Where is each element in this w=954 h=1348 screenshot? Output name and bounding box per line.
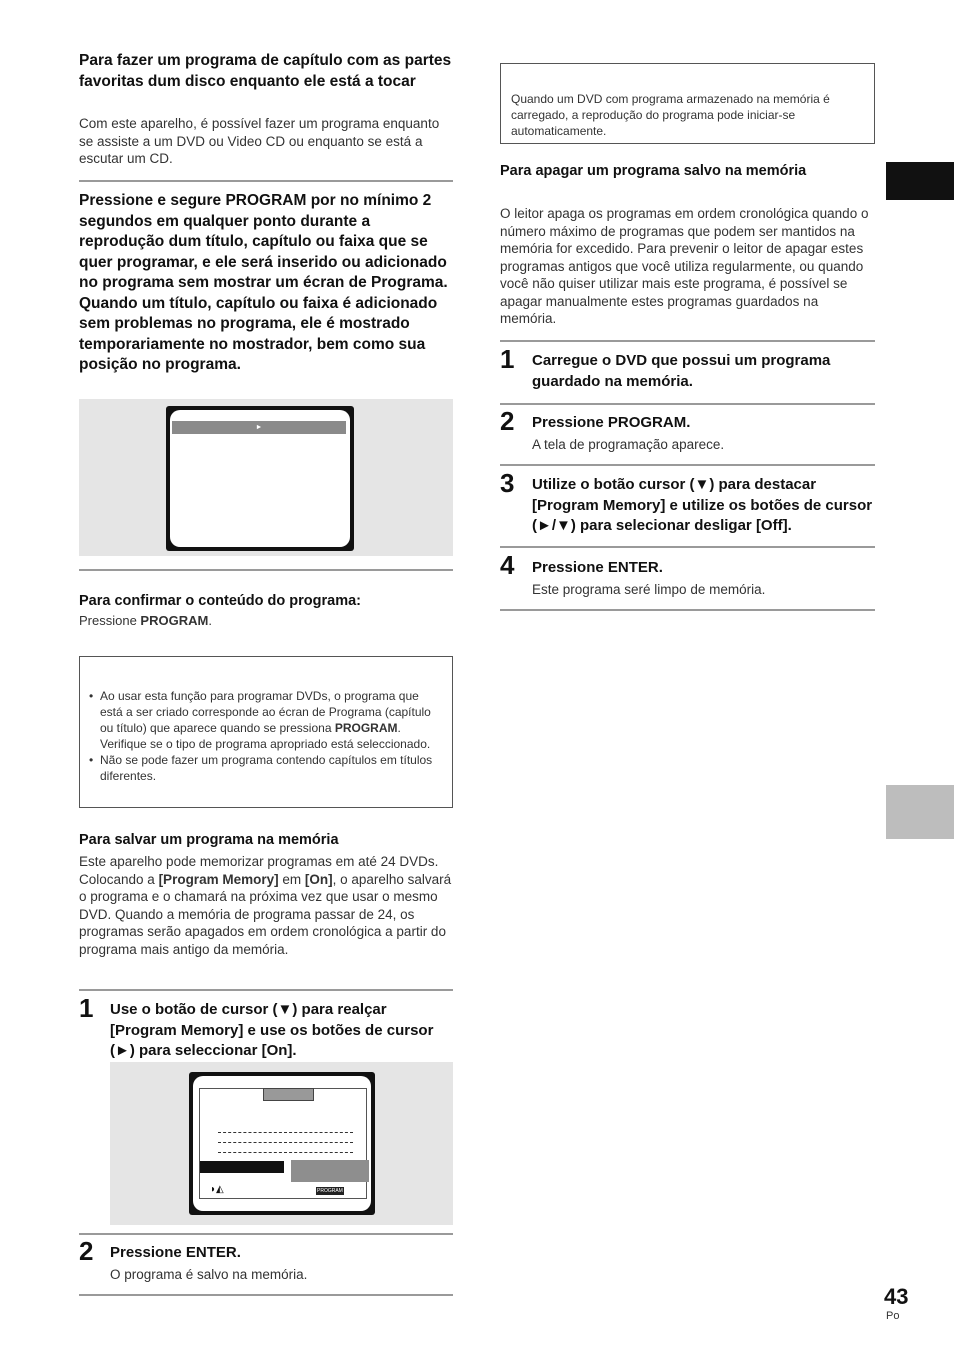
disc-icon: ◗◭: [210, 1184, 224, 1195]
screen-illustration-panel: [79, 399, 453, 556]
note-text: Quando um DVD com programa armazenado na memória é carregado, a reprodução do programa pode iniciar-se automaticamente.: [511, 92, 830, 138]
step-subtext: A tela de programação aparece.: [532, 437, 725, 452]
erase-heading: Para apagar um programa salvo na memória: [500, 163, 807, 179]
step-title: Pressione ENTER.: [532, 559, 663, 576]
confirm-heading: Para confirmar o conteúdo do programa:: [79, 593, 361, 609]
program-menu-window: [199, 1088, 367, 1199]
screen-illustration-panel: [110, 1062, 453, 1225]
save-text: Este aparelho pode memorizar programas em até 24 DVDs. Colocando a [Program Memory] em [On], o aparelho salvará o programa e o chamará na próxima vez que usar o mesmo DVD. Quando a memória de programa passar de 24, os programas serão apagados em ordem cronológica a partir do programa mais antigo da memória.: [79, 854, 452, 957]
divider: [79, 1233, 453, 1235]
divider: [500, 546, 875, 548]
step-title: Pressione ENTER.: [110, 1244, 241, 1261]
play-status-bar: [172, 421, 346, 434]
play-icon: ►: [255, 424, 263, 431]
highlighted-menu-row: [200, 1161, 284, 1173]
divider: [500, 403, 875, 405]
option-selector: [288, 1160, 369, 1182]
erase-text: O leitor apaga os programas em ordem cronológica quando o número máximo de programas que podem ser mantidos na memória for excedido. Para prevenir o leitor de apagar estes programas antigos que você utiliza regularmente, ou quando você não quiser utilizar mais este programa, é possível se apagar manualmente estes programas guardados na memória.: [500, 206, 869, 326]
divider: [79, 1294, 453, 1296]
press-hold-instruction: Pressione e segure PROGRAM por no mínimo 2 segundos em qualquer ponto durante a reprodução dum título, capítulo ou faixa que se quer programar, e ele será inserido ou adicionado no programa sem mostrar um écran de Programa. Quando um título, capítulo ou faixa é adicionado sem problemas no programa, ele é mostrado temporariamente no mostrador, bem como sua posição no programa.: [79, 192, 448, 373]
section-tab-gray: [886, 785, 954, 839]
note-box: [79, 656, 453, 808]
program-label: PROGRAM: [317, 1188, 343, 1194]
tv-screen: [170, 410, 350, 547]
note-item: • Ao usar esta função para programar DVDs, o programa que está a ser criado corresponde ao écran de Programa (capítulo ou título) que aparece quando se pressiona PROGRAM. Verifique se o tipo de programa apropriado está seleccionado.: [89, 688, 441, 752]
step-number: 1: [500, 344, 515, 374]
step-title: Utilize o botão cursor (▼) para destacar [Program Memory] e utilize os botões de cursor (►/▼) para selecionar desligar [Off].: [532, 476, 873, 534]
page-number: 43: [884, 1284, 909, 1309]
tv-screen-frame: [189, 1072, 375, 1215]
divider: [79, 569, 453, 571]
step-subtext: Este programa seré limpo de memória.: [532, 582, 766, 597]
menu-tab: [263, 1088, 314, 1101]
divider: [500, 609, 875, 611]
note-box: [500, 63, 875, 144]
confirm-text: Pressione PROGRAM.: [79, 613, 212, 628]
tv-screen: [193, 1076, 371, 1211]
step-subtext: O programa é salvo na memória.: [110, 1267, 308, 1282]
step-number: 2: [79, 1236, 94, 1266]
divider: [79, 989, 453, 991]
intro-text: Com este aparelho, é possível fazer um programa enquanto se assiste a um DVD ou Video CD ou enquanto se está a escutar um CD.: [79, 116, 440, 166]
step-number: 4: [500, 550, 515, 580]
section-tab-dark: [886, 162, 954, 200]
divider: [79, 180, 453, 182]
language-code: Po: [886, 1310, 900, 1322]
step-number: 3: [500, 468, 515, 498]
step-number: 1: [79, 993, 94, 1023]
note-item: • Não se pode fazer um programa contendo capítulos em títulos diferentes.: [89, 752, 441, 784]
tv-screen-frame: [166, 406, 354, 551]
step-title: Pressione PROGRAM.: [532, 414, 691, 431]
step-title: Use o botão de cursor (▼) para realçar [Program Memory] e use os botões de cursor (►) para seleccionar [On].: [110, 1001, 434, 1059]
step-title: Carregue o DVD que possui um programa guardado na memória.: [532, 352, 831, 390]
step-number: 2: [500, 406, 515, 436]
divider: [500, 340, 875, 342]
save-heading: Para salvar um programa na memória: [79, 832, 339, 848]
intro-heading: Para fazer um programa de capítulo com as partes favoritas dum disco enquanto ele está a tocar: [79, 52, 452, 90]
divider: [500, 464, 875, 466]
